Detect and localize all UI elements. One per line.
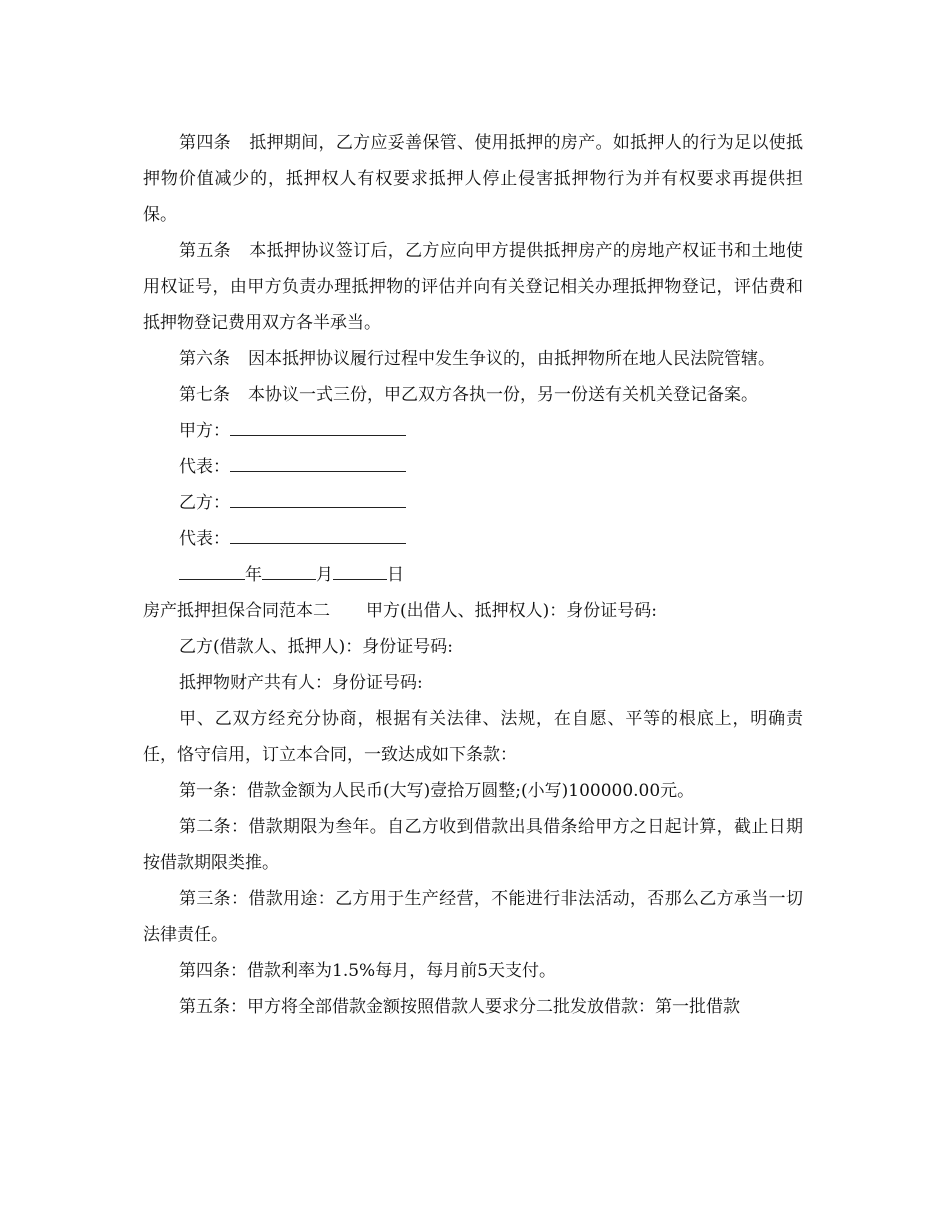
signature-blank <box>230 485 406 508</box>
signature-blank <box>230 521 406 544</box>
party-b-line: 乙方(借款人、抵押人)：身份证号码: <box>179 637 453 657</box>
preamble: 甲、乙双方经充分协商，根据有关法律、法规，在自愿、平等的根底上，明确责任，恪守信用，订立本合同，一致达成如下条款： <box>143 709 803 765</box>
loan-clause-2: 第二条：借款期限为叁年。自乙方收到借款出具借条给甲方之日起计算，截止日期按借款期限类推。 <box>143 817 803 873</box>
date-line <box>143 557 803 593</box>
clause-7 <box>143 377 803 413</box>
clause-heading: 第七条 <box>179 385 230 405</box>
signature-label: 甲方： <box>179 421 230 441</box>
signature-party-b <box>143 485 803 521</box>
signature-blank <box>230 449 406 472</box>
loan-clause-4: 第四条：借款利率为1.5%每月，每月前5天支付。 <box>179 961 557 981</box>
year-label: 年 <box>245 565 262 585</box>
day-blank <box>333 557 387 580</box>
contract-body <box>143 125 803 1025</box>
clause-text: 本协议一式三份，甲乙双方各执一份，另一份送有关机关登记备案。 <box>248 385 758 405</box>
clause-6 <box>143 341 803 377</box>
clause-heading: 第六条 <box>179 349 230 369</box>
clause-4 <box>143 125 803 233</box>
signature-blank <box>230 413 406 436</box>
month-blank <box>262 557 316 580</box>
clause-5 <box>143 233 803 341</box>
contract2-title: 房产抵押担保合同范本二 <box>143 601 330 621</box>
clause-heading: 第四条 <box>179 133 231 153</box>
clause-text: 本抵押协议签订后，乙方应向甲方提供抵押房产的房地产权证书和土地使用权证号，由甲方负责办理抵押物的评估并向有关登记相关办理抵押物登记，评估费和抵押物登记费用双方各半承当。 <box>143 241 804 333</box>
loan-clause-1: 第一条：借款金额为人民币(大写)壹拾万圆整;(小写)100000.00元。 <box>179 781 695 801</box>
loan-clause-5: 第五条：甲方将全部借款金额按照借款人要求分二批发放借款：第一批借款 <box>179 997 740 1017</box>
co-owner-line: 抵押物财产共有人：身份证号码: <box>179 673 423 693</box>
month-label: 月 <box>316 565 333 585</box>
signature-label: 代表： <box>179 529 230 549</box>
clause-text: 抵押期间，乙方应妥善保管、使用抵押的房产。如抵押人的行为足以使抵押物价值减少的，抵押权人有权要求抵押人停止侵害抵押物行为并有权要求再提供担保。 <box>143 133 804 225</box>
signature-label: 乙方： <box>179 493 230 513</box>
signature-party-a <box>143 413 803 449</box>
signature-rep-a <box>143 449 803 485</box>
year-blank <box>179 557 245 580</box>
signature-rep-b <box>143 521 803 557</box>
loan-clause-3: 第三条：借款用途：乙方用于生产经营，不能进行非法活动，否那么乙方承当一切法律责任。 <box>143 889 803 945</box>
party-a-line: 甲方(出借人、抵押权人)：身份证号码: <box>366 601 657 621</box>
contract2-header <box>143 593 803 629</box>
clause-text: 因本抵押协议履行过程中发生争议的，由抵押物所在地人民法院管辖。 <box>248 349 775 369</box>
signature-label: 代表： <box>179 457 230 477</box>
clause-heading: 第五条 <box>179 241 231 261</box>
day-label: 日 <box>387 565 404 585</box>
